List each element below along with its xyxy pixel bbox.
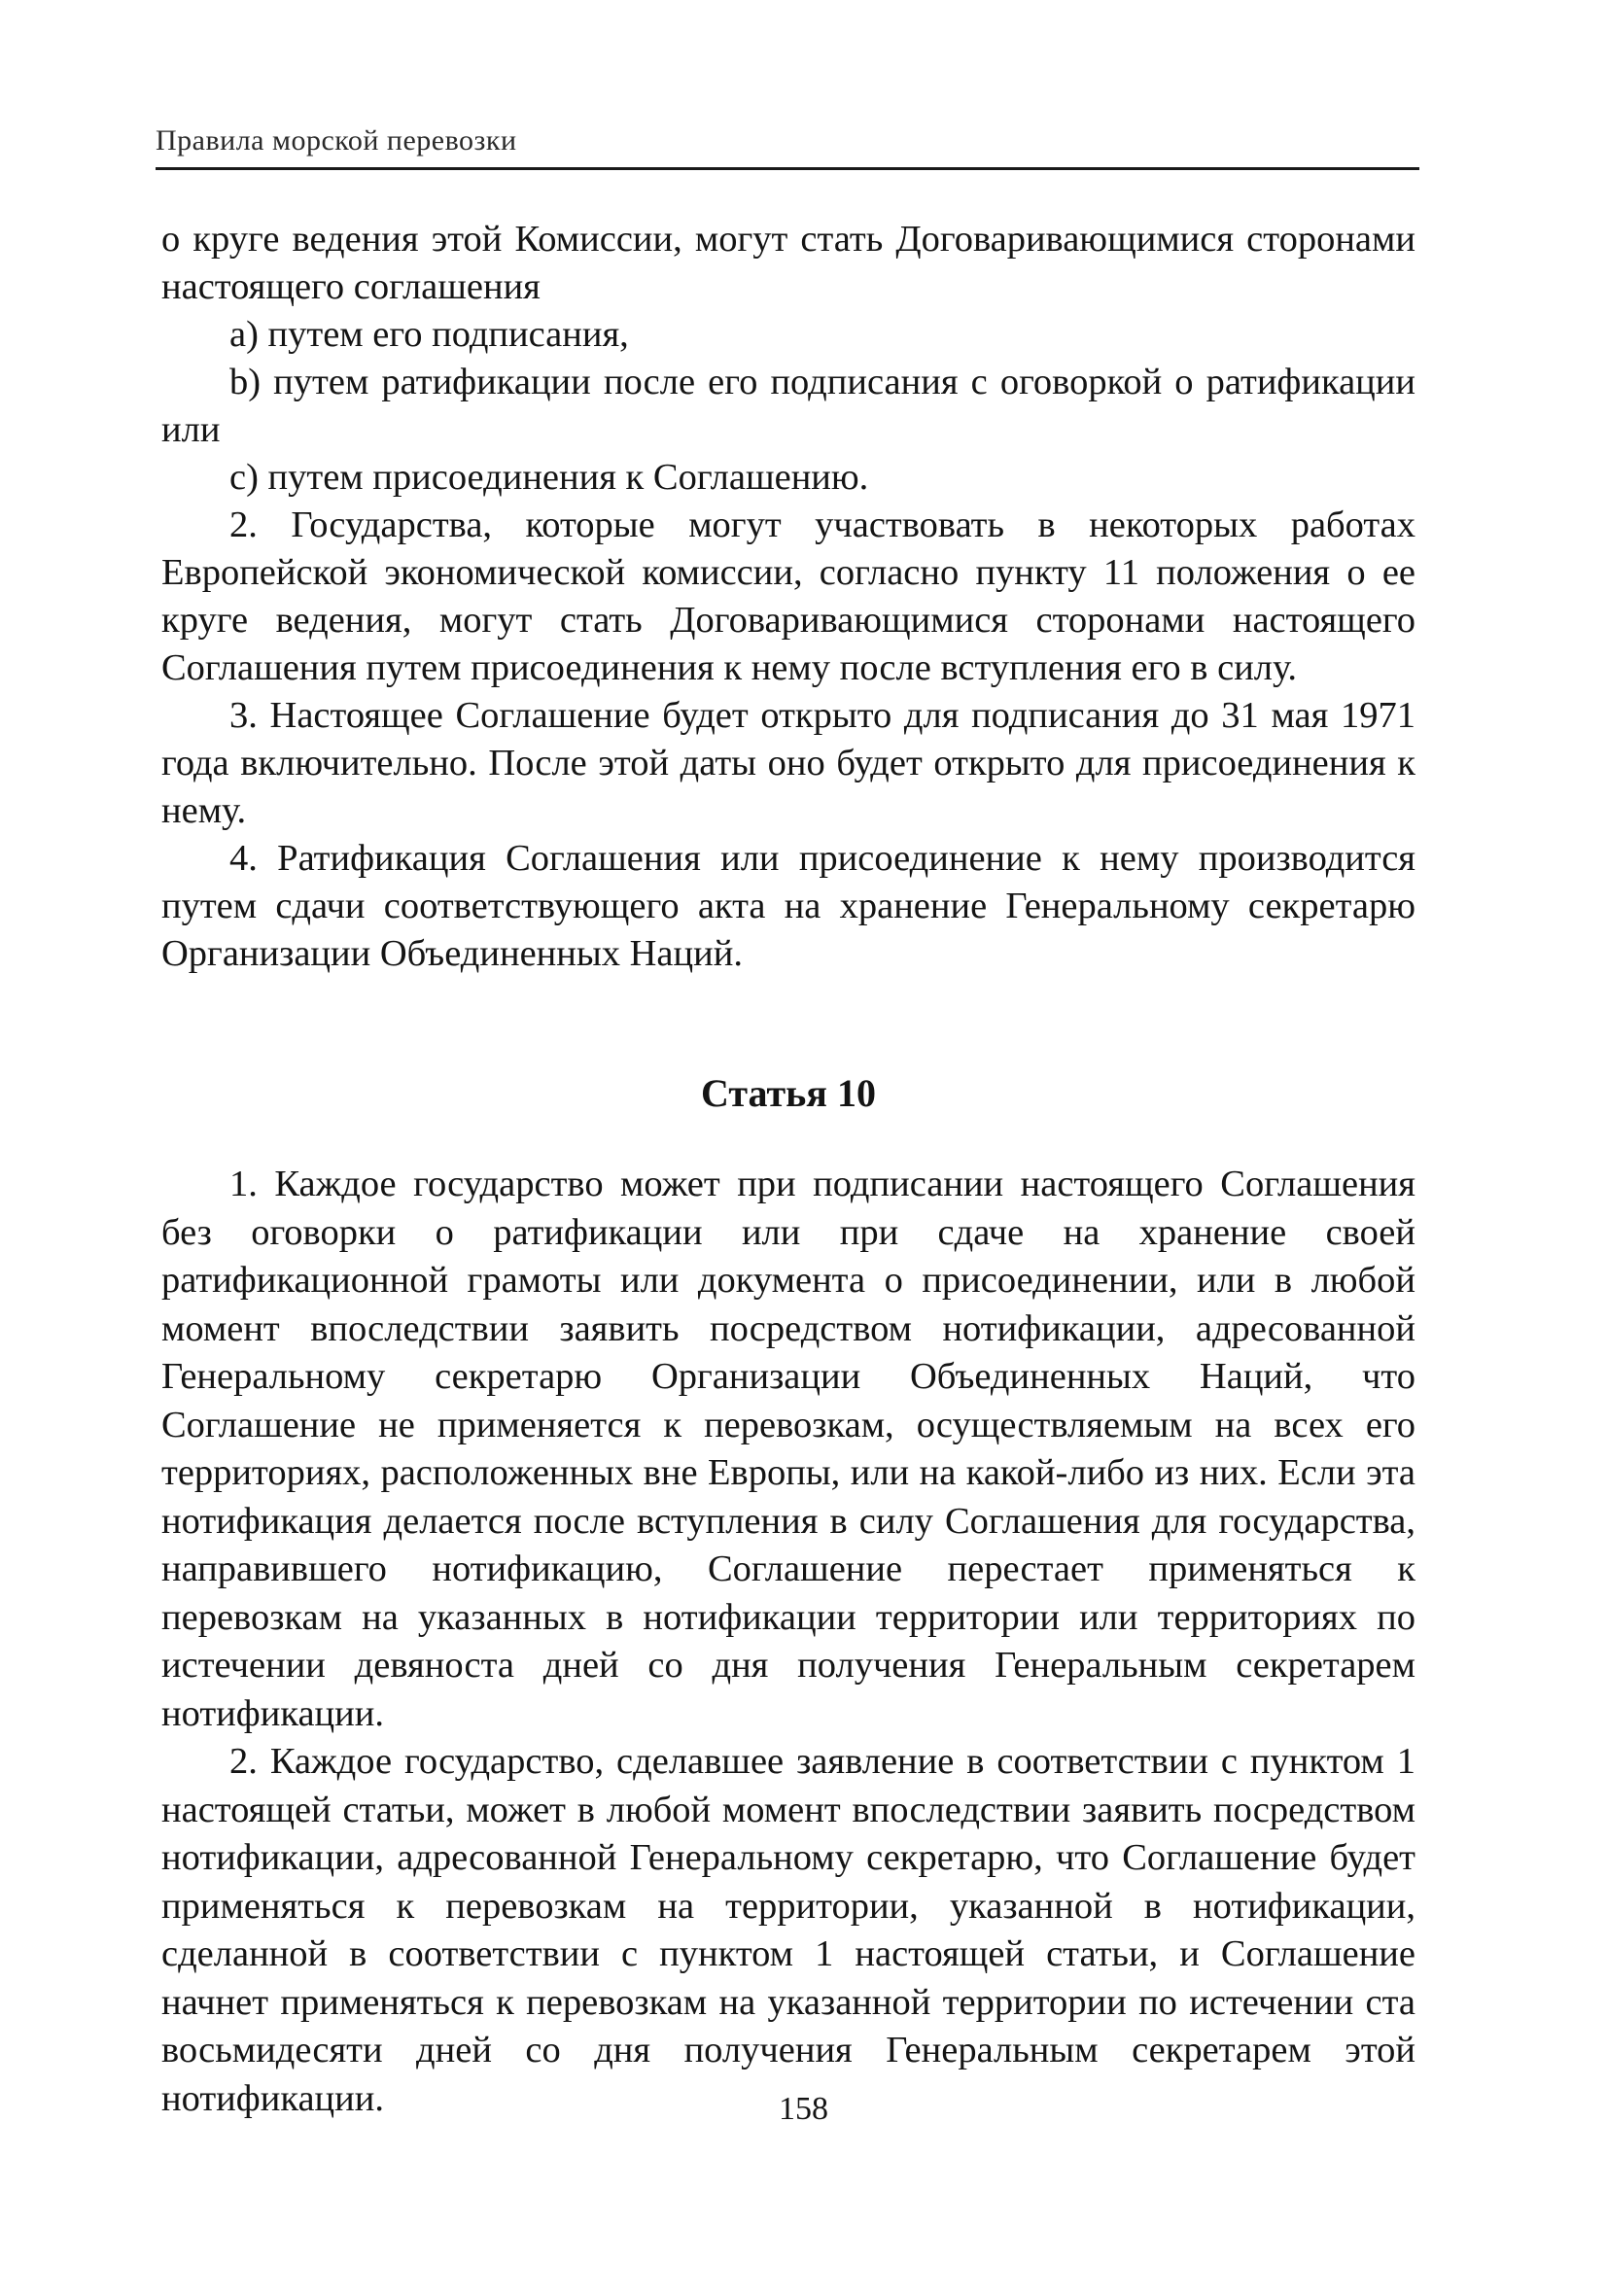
article-10-body xyxy=(161,1161,1415,2123)
clause-4: 4. Ратификация Соглашения или присоединение к нему производится путем сдачи соответствующего акта на хранение Генеральному секретарю Организации Объединенных Наций. xyxy=(161,838,1415,974)
article-9-continuation xyxy=(161,216,1415,978)
article-heading: Статья 10 xyxy=(701,1071,876,1115)
list-item-b: b) путем ратификации после его подписания с оговоркой о ратификации или xyxy=(161,362,1415,450)
page-number: 158 xyxy=(779,2091,828,2127)
article-10-clause-1: 1. Каждое государство может при подписании настоящего Соглашения без оговорки о ратификации или при сдаче на хранение своей ратификационной грамоты или документа о присоединении, или в любой момент впоследствии заявить посредством нотификации, адресованной Генеральному секретарю Организации Объединенных Наций, что Соглашение не применяется к перевозкам, осуществляемым на всех его территориях, расположенных вне Европы, или на какой-либо из них. Если эта нотификация делается после вступления в силу Соглашения для государства, направившего нотификацию, Соглашение перестает применяться к перевозкам на указанных в нотификации территории или территориях по истечении девяноста дней со дня получения Генеральным секретарем нотификации. xyxy=(161,1164,1415,1734)
continuation-paragraph: о круге ведения этой Комиссии, могут стать Договаривающимися сторонами настоящего соглашения xyxy=(161,219,1415,307)
article-10-clause-2: 2. Каждое государство, сделавшее заявление в соответствии с пунктом 1 настоящей статьи, может в любой момент впоследствии заявить посредством нотификации, адресованной Генеральному секретарю, что Соглашение будет применяться к перевозкам на территории, указанной в нотификации, сделанной в соответствии с пунктом 1 настоящей статьи, и Соглашение начнет применяться к перевозкам на указанной территории по истечении ста восьмидесяти дней со дня получения Генеральным секретарем этой нотификации. xyxy=(161,1741,1415,2119)
running-header: Правила морской перевозки xyxy=(156,124,517,157)
list-item-a: a) путем его подписания, xyxy=(229,314,629,355)
list-item-c: c) путем присоединения к Соглашению. xyxy=(229,457,869,498)
clause-3: 3. Настоящее Соглашение будет открыто для подписания до 31 мая 1971 года включительно. После этой даты оно будет открыто для присоединения к нему. xyxy=(161,695,1415,831)
header-divider xyxy=(156,167,1419,170)
clause-2: 2. Государства, которые могут участвовать в некоторых работах Европейской экономической комиссии, согласно пункту 11 положения о ее круге ведения, могут стать Договаривающимися сторонами настоящего Соглашения путем присоединения к нему после вступления его в силу. xyxy=(161,504,1415,688)
